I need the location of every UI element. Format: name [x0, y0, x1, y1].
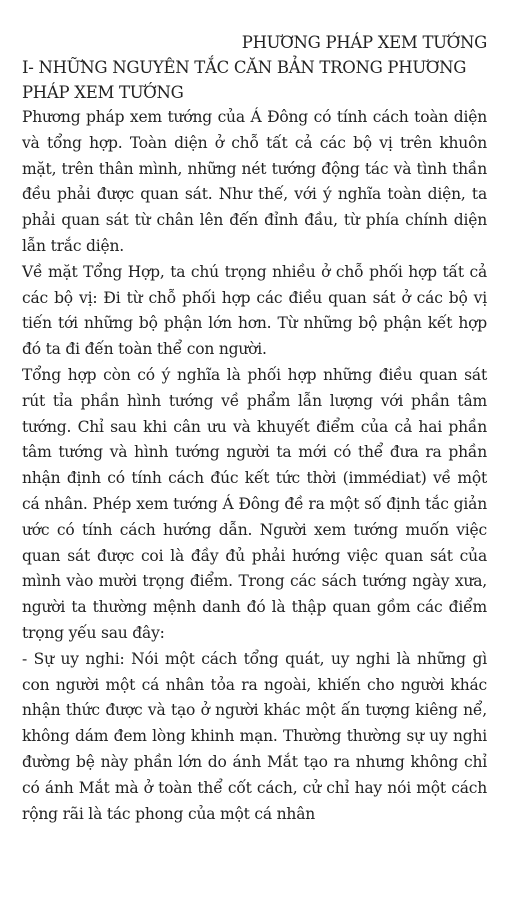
section-heading: I- NHỮNG NGUYÊN TẮC CĂN BẢN TRONG PHƯƠNG PHÁP XEM TƯỚNG	[22, 58, 467, 102]
document-page	[22, 30, 487, 827]
paragraph: Phương pháp xem tướng của Á Đông có tính cách toàn diện và tổng hợp. Toàn diện ở chỗ tất cả các bộ vị trên khuôn mặt, trên thân mình, những nét tướng động tác và tình thần đều phải được quan sát. Như thế, với ý nghĩa toàn diện, ta phải quan sát từ chân lên đến đỉnh đầu, từ phía chính diện lẫn trắc diện.	[22, 108, 487, 255]
page-title: PHƯƠNG PHÁP XEM TƯỚNG	[241, 33, 487, 52]
paragraph: Về mặt Tổng Hợp, ta chú trọng nhiều ở chỗ phối hợp tất cả các bộ vị: Đi từ chỗ phối hợp các điều quan sát ở các bộ vị tiến tới những bộ phận lớn hơn. Từ những bộ phận kết hợp đó ta đi đến toàn thể con người.	[22, 262, 487, 359]
paragraph: - Sự uy nghi: Nói một cách tổng quát, uy nghi là những gì con người một cá nhân tỏa ra ngoài, khiến cho người khác nhận thức được và tạo ở người khác một ấn tượng kiêng nể, không dám đem lòng khinh mạn. Thường thường sự uy nghi đường bệ này phần lớn do ánh Mắt tạo ra nhưng không chỉ có ánh Mắt mà ở toàn thể cốt cách, cử chỉ hay nói một cách rộng rãi là tác phong của một cá nhân	[22, 649, 487, 823]
paragraph: Tổng hợp còn có ý nghĩa là phối hợp những điều quan sát rút tỉa phần hình tướng về phẩm lẫn lượng với phần tâm tướng. Chỉ sau khi cân ưu và khuyết điểm của cả hai phần tâm tướng và hình tướng người ta mới có thể đưa ra phần nhận định có tính cách đúc kết tức thời (immédiat) về một cá nhân. Phép xem tướng Á Đông đề ra một số định tắc giản ước có tính cách hướng dẫn. Người xem tướng muốn việc quan sát được coi là đầy đủ phải hướng việc quan sát của mình vào mười trọng điểm. Trong các sách tướng ngày xưa, người ta thường mệnh danh đó là thập quan gồm các điểm trọng yếu sau đây:	[22, 365, 487, 642]
cropped-previous-line	[22, 0, 82, 4]
